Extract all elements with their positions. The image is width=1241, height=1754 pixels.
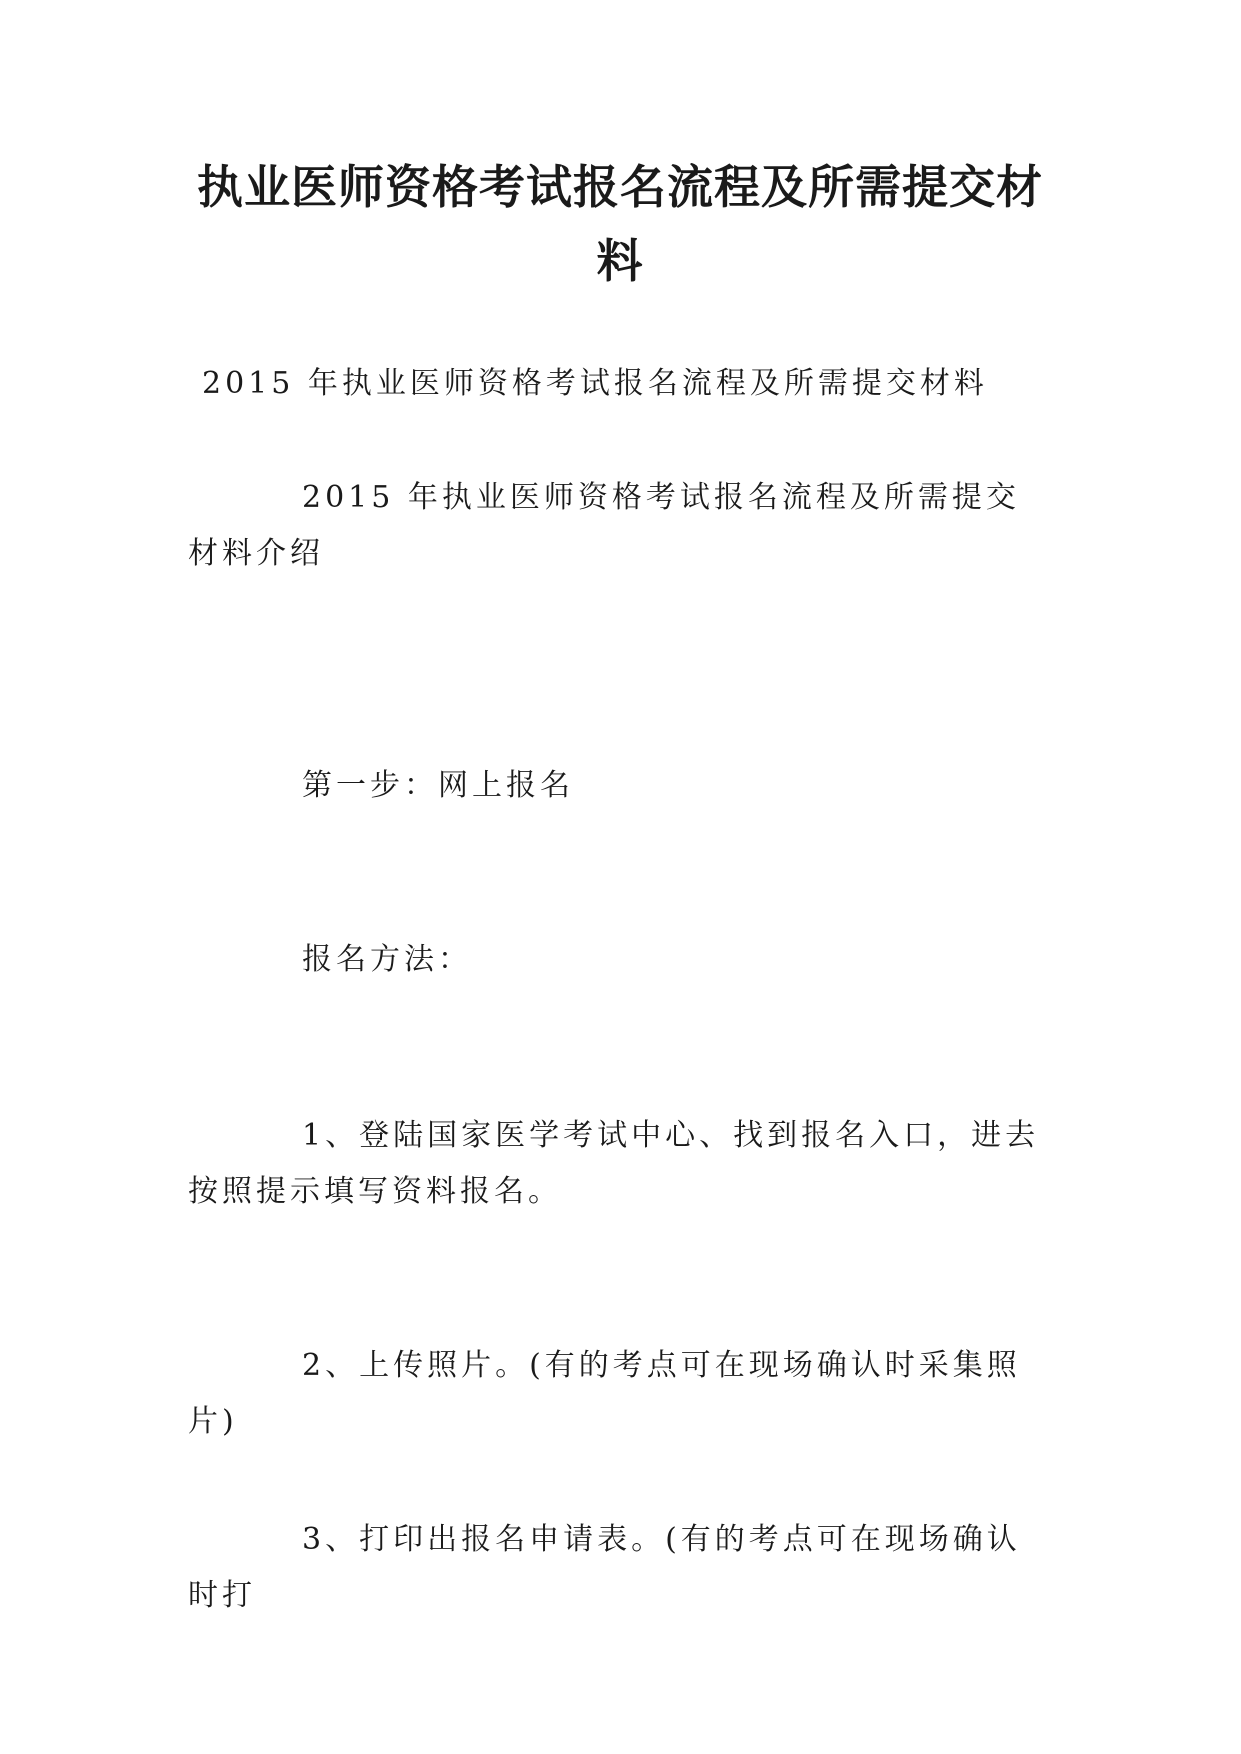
intro-paragraph: 2015 年执业医师资格考试报名流程及所需提交材料介绍: [188, 480, 1020, 571]
document-title: 执业医师资格考试报名流程及所需提交材料: [197, 160, 1043, 288]
document-subtitle: 2015 年执业医师资格考试报名流程及所需提交材料: [202, 366, 988, 401]
list-item-1: 1、登陆国家医学考试中心、找到报名入口，进去按照提示填写资料报名。: [188, 1118, 1040, 1209]
method-heading: 报名方法：: [302, 942, 472, 977]
list-item-3: 3、打印出报名申请表。(有的考点可在现场确认时打: [188, 1522, 1021, 1613]
step-one-heading: 第一步：网上报名: [302, 768, 574, 803]
list-item-2: 2、上传照片。(有的考点可在现场确认时采集照片): [188, 1348, 1021, 1439]
